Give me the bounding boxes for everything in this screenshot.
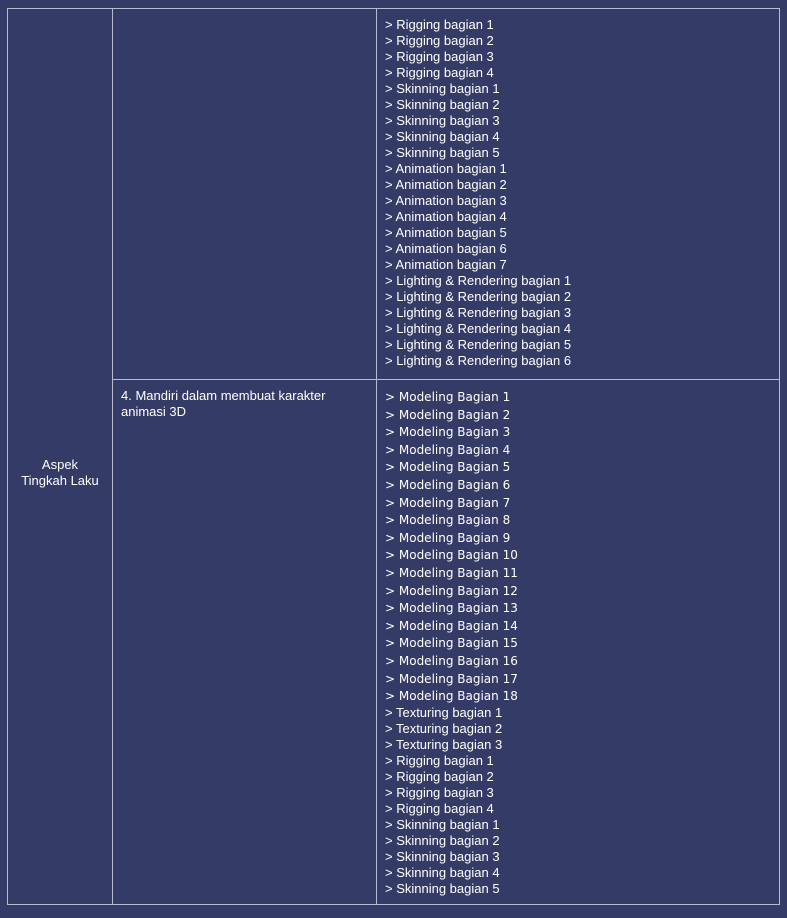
list-item: > Skinning bagian 3 bbox=[385, 113, 500, 128]
list-item: > Lighting & Rendering bagian 3 bbox=[385, 305, 572, 320]
indicator-list-top bbox=[385, 17, 571, 369]
list-item: > Rigging bagian 1 bbox=[385, 17, 494, 32]
list-item: > Animation bagian 4 bbox=[385, 209, 507, 224]
list-item: > Skinning bagian 1 bbox=[385, 81, 500, 96]
list-item: > Rigging bagian 3 bbox=[385, 785, 494, 800]
list-item: > Animation bagian 1 bbox=[385, 161, 507, 176]
indicator-list-rest bbox=[385, 705, 502, 897]
list-item: > Modeling Bagian 4 bbox=[385, 442, 511, 457]
list-item: > Skinning bagian 5 bbox=[385, 145, 500, 160]
list-item: > Modeling Bagian 6 bbox=[385, 477, 511, 492]
list-item: > Modeling Bagian 7 bbox=[385, 495, 511, 510]
list-item: > Modeling Bagian 1 bbox=[385, 390, 511, 404]
list-item: > Skinning bagian 1 bbox=[385, 817, 500, 832]
list-item: > Skinning bagian 5 bbox=[385, 881, 500, 896]
list-item: > Animation bagian 5 bbox=[385, 225, 507, 240]
list-item: > Rigging bagian 2 bbox=[385, 769, 494, 784]
list-item: > Skinning bagian 3 bbox=[385, 849, 500, 864]
list-item: > Modeling Bagian 12 bbox=[385, 583, 518, 598]
list-item: > Modeling Bagian 3 bbox=[385, 425, 511, 440]
aspect-label-line2: Tingkah Laku bbox=[21, 473, 99, 488]
list-item: > Modeling Bagian 18 bbox=[385, 689, 518, 704]
list-item: > Lighting & Rendering bagian 1 bbox=[385, 273, 572, 288]
list-item: > Rigging bagian 4 bbox=[385, 65, 494, 80]
list-item: > Modeling Bagian 15 bbox=[385, 636, 518, 651]
column-divider-2 bbox=[376, 8, 377, 905]
list-item: > Modeling Bagian 13 bbox=[385, 601, 518, 616]
list-item: > Texturing bagian 1 bbox=[385, 705, 503, 720]
criteria-cell: 4. Mandiri dalam membuat karakter animasi 3D bbox=[121, 388, 326, 419]
list-item: > Lighting & Rendering bagian 5 bbox=[385, 337, 572, 352]
list-item: > Modeling Bagian 17 bbox=[385, 671, 518, 686]
list-item: > Rigging bagian 2 bbox=[385, 33, 494, 48]
list-item: > Lighting & Rendering bagian 6 bbox=[385, 353, 572, 368]
list-item: > Rigging bagian 1 bbox=[385, 753, 494, 768]
aspect-cell bbox=[8, 457, 112, 489]
list-item: > Lighting & Rendering bagian 2 bbox=[385, 289, 572, 304]
list-item: > Lighting & Rendering bagian 4 bbox=[385, 321, 572, 336]
list-item: > Rigging bagian 4 bbox=[385, 801, 494, 816]
list-item: > Skinning bagian 2 bbox=[385, 833, 500, 848]
list-item: > Modeling Bagian 11 bbox=[385, 565, 518, 580]
list-item: > Rigging bagian 3 bbox=[385, 49, 494, 64]
list-item: > Modeling Bagian 8 bbox=[385, 513, 511, 528]
list-item: > Modeling Bagian 10 bbox=[385, 548, 518, 563]
list-item: > Skinning bagian 4 bbox=[385, 129, 500, 144]
list-item: > Animation bagian 6 bbox=[385, 241, 507, 256]
list-item: > Skinning bagian 2 bbox=[385, 97, 500, 112]
row-divider bbox=[112, 379, 780, 380]
list-item: > Modeling Bagian 14 bbox=[385, 618, 518, 633]
list-item: > Animation bagian 7 bbox=[385, 257, 507, 272]
column-divider-1 bbox=[112, 8, 113, 905]
indicator-list-modeling bbox=[385, 389, 518, 706]
list-item: > Animation bagian 2 bbox=[385, 177, 507, 192]
list-item: > Modeling Bagian 2 bbox=[385, 407, 511, 422]
list-item: > Animation bagian 3 bbox=[385, 193, 507, 208]
list-item: > Modeling Bagian 9 bbox=[385, 530, 511, 545]
list-item: > Modeling Bagian 5 bbox=[385, 460, 511, 475]
list-item: > Texturing bagian 3 bbox=[385, 737, 503, 752]
list-item: > Modeling Bagian 16 bbox=[385, 653, 518, 668]
list-item: > Skinning bagian 4 bbox=[385, 865, 500, 880]
aspect-label-line1: Aspek bbox=[41, 457, 79, 472]
list-item: > Texturing bagian 2 bbox=[385, 721, 503, 736]
